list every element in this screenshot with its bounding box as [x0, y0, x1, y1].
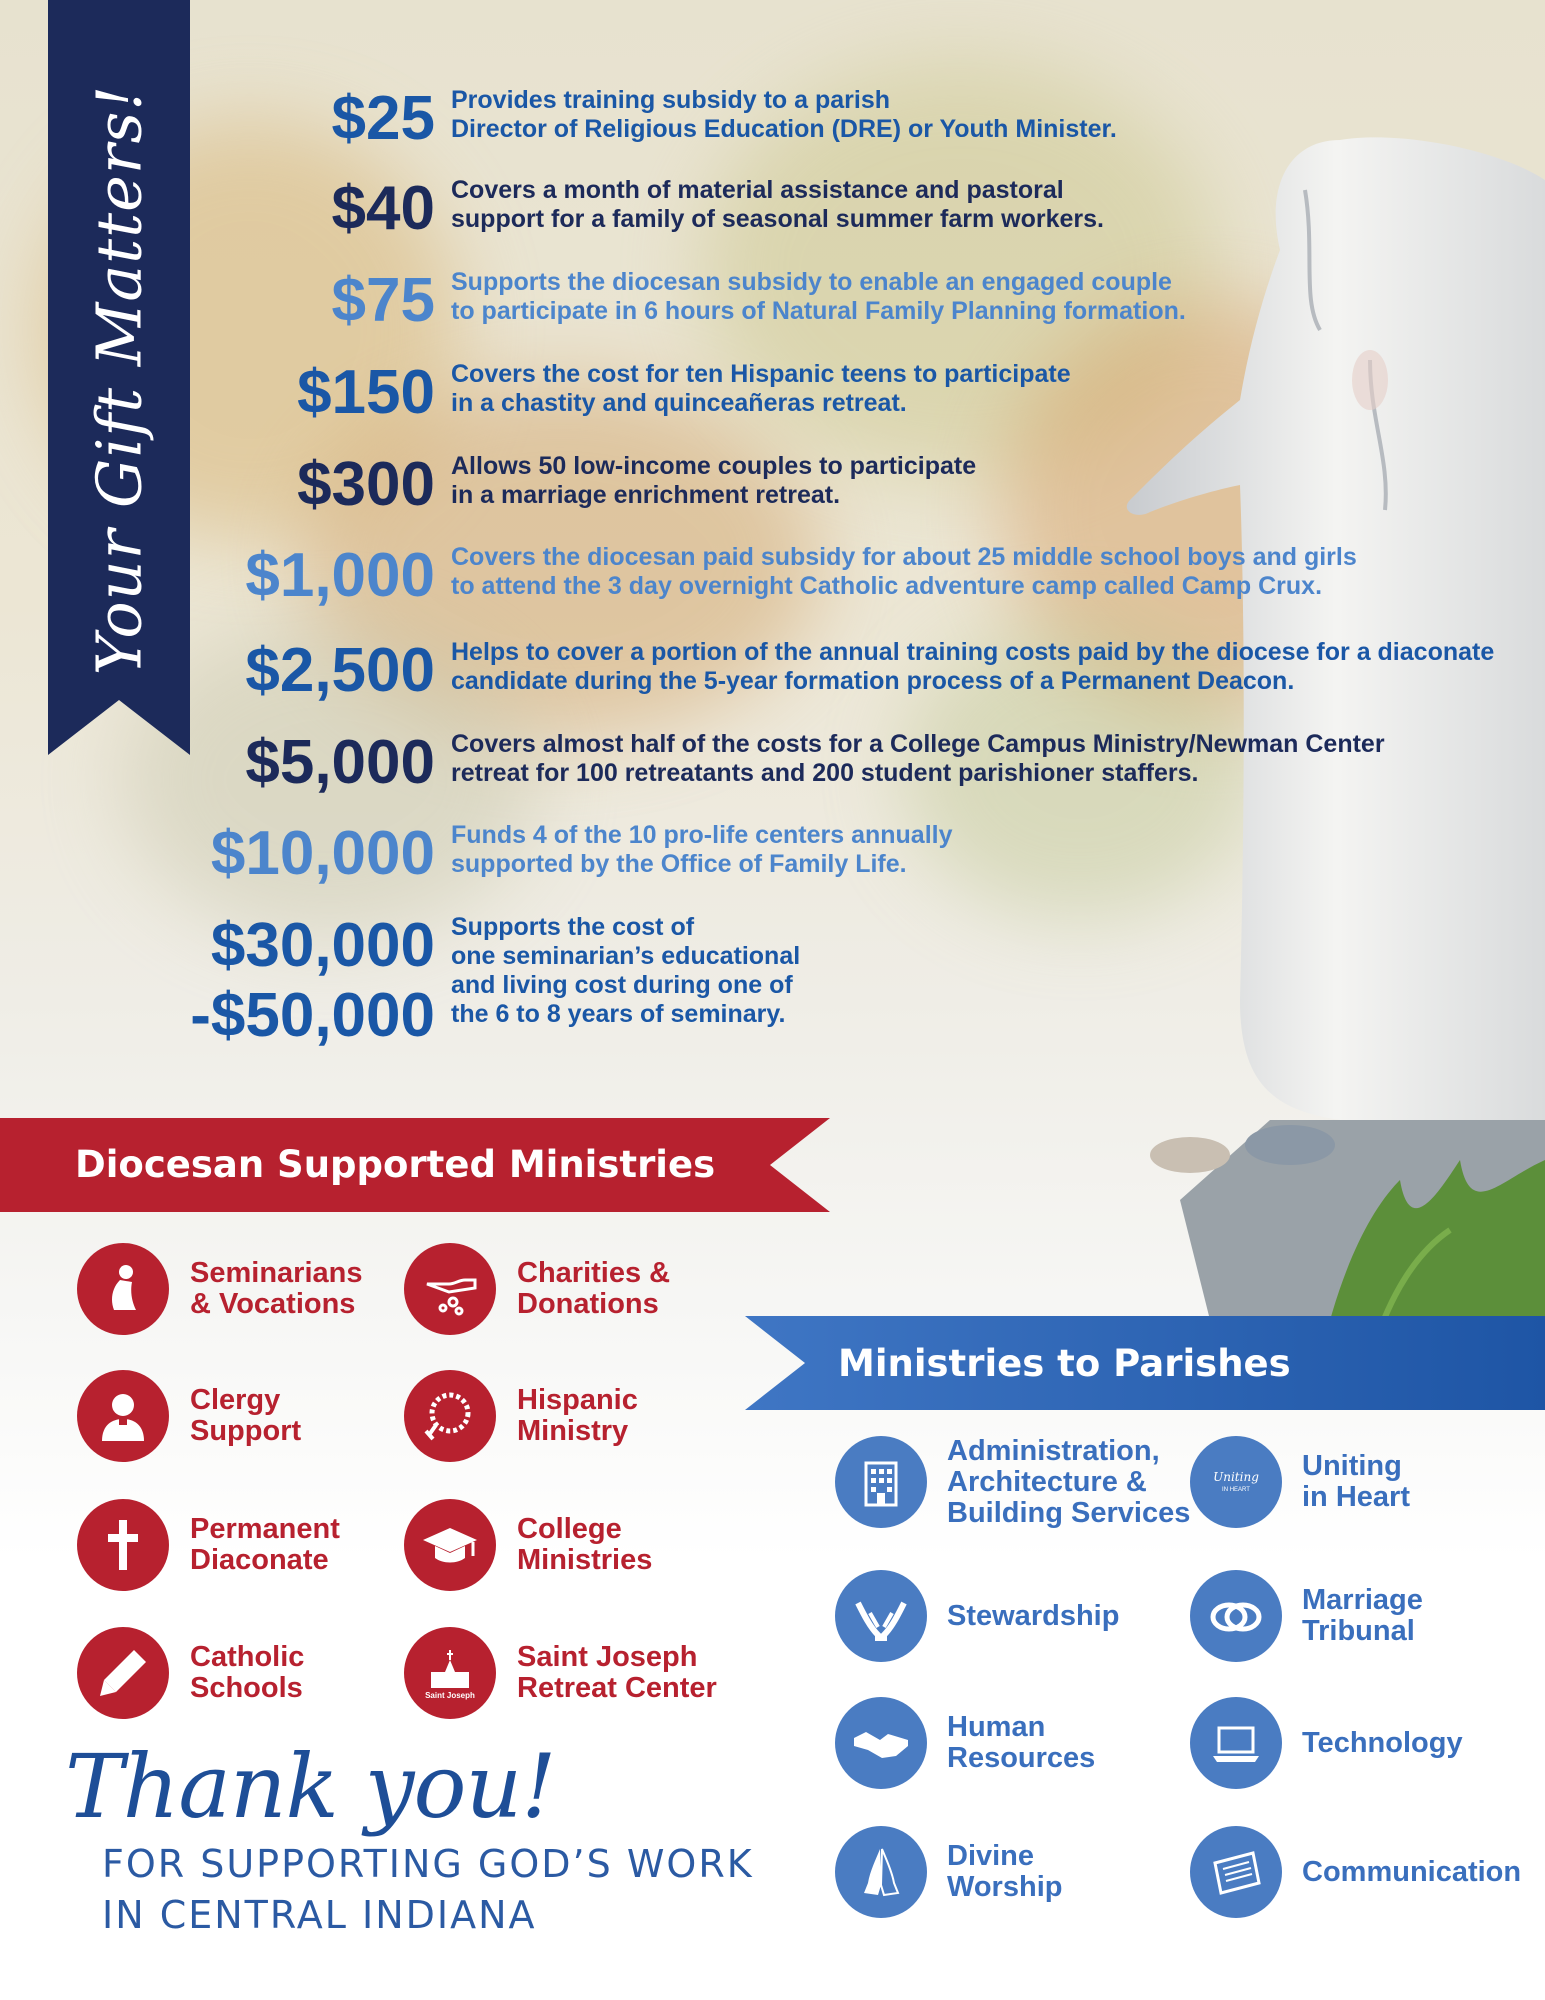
gift-description: Supports the cost of [451, 913, 695, 941]
praying-hands-icon [835, 1826, 927, 1918]
gift-description: candidate during the 5-year formation process of a Permanent Deacon. [451, 667, 1295, 695]
gift-amount: $1,000 [245, 541, 435, 610]
gift-description: Covers almost half of the costs for a College Campus Ministry/Newman Center [451, 730, 1385, 758]
gift-amount: $10,000 [210, 819, 435, 888]
svg-text:IN HEART: IN HEART [1222, 1487, 1250, 1493]
gift-description: one seminarian’s educational [451, 942, 801, 970]
ministry-label: Building Services [947, 1496, 1191, 1529]
ministry-label: Uniting [1302, 1450, 1402, 1482]
ministry-label: Ministry [517, 1415, 629, 1447]
cross-icon [77, 1499, 169, 1591]
gift-description: Covers the diocesan paid subsidy for about 25 middle school boys and girls [451, 543, 1357, 571]
praying-figure-icon [77, 1243, 169, 1335]
thank-you-line: IN CENTRAL INDIANA [102, 1893, 537, 1937]
thank-you-title: Thank you! [65, 1735, 556, 1838]
gift-description: Funds 4 of the 10 pro-life centers annually [451, 821, 953, 849]
gift-amount: $40 [331, 174, 435, 243]
ministry-label: Support [190, 1415, 302, 1447]
ministry-label: Tribunal [1302, 1615, 1415, 1647]
thank-you-line: FOR SUPPORTING GOD’S WORK [102, 1842, 754, 1886]
ministry-label: Worship [947, 1871, 1063, 1903]
ministry-label: Hispanic [517, 1384, 638, 1416]
ministry-label: Technology [1302, 1726, 1463, 1759]
rosary-icon [404, 1370, 496, 1462]
ministry-label: Donations [517, 1288, 659, 1320]
giving-hand-icon [404, 1243, 496, 1335]
ministry-label: Divine [947, 1840, 1035, 1872]
gift-description: in a chastity and quinceañeras retreat. [451, 389, 907, 417]
wedding-rings-icon [1190, 1570, 1282, 1662]
ministry-label: Charities & [517, 1257, 671, 1289]
ministry-label: Ministries [517, 1544, 653, 1576]
priest-icon [77, 1370, 169, 1462]
gift-amount: $2,500 [245, 636, 435, 705]
building-icon [835, 1436, 927, 1528]
ministry-label: Clergy [190, 1384, 281, 1416]
gift-amount: $150 [297, 358, 435, 427]
pencil-icon [77, 1627, 169, 1719]
ministry-label: & Vocations [190, 1288, 356, 1320]
parishes-heading: Ministries to Parishes [838, 1342, 1291, 1385]
gift-description: Allows 50 low-income couples to participate [451, 452, 977, 480]
ministry-label: Retreat Center [517, 1672, 717, 1704]
newspaper-icon [1190, 1826, 1282, 1918]
gift-amount: $300 [297, 450, 435, 519]
gift-description: support for a family of seasonal summer farm workers. [451, 205, 1104, 233]
ministry-label: College [517, 1513, 622, 1545]
gift-description: retreat for 100 retreatants and 200 student parishioner staffers. [451, 759, 1199, 787]
ministry-label: Diaconate [190, 1544, 329, 1576]
graduation-cap-icon [404, 1499, 496, 1591]
ministry-label: Saint Joseph [517, 1641, 698, 1673]
banner-title: Your Gift Matters! [82, 84, 156, 676]
open-hands-icon [835, 1570, 927, 1662]
handshake-icon [835, 1697, 927, 1789]
gift-description: Provides training subsidy to a parish [451, 86, 890, 114]
gift-amount: $5,000 [245, 728, 435, 797]
laptop-icon [1190, 1697, 1282, 1789]
gift-amount: -$50,000 [190, 981, 435, 1050]
ministry-label: in Heart [1302, 1481, 1410, 1513]
uniting-in-heart-logo-icon [1190, 1436, 1282, 1528]
gift-description: Covers a month of material assistance and pastoral [451, 176, 1064, 204]
gift-description: Helps to cover a portion of the annual training costs paid by the diocese for a diaconate [451, 638, 1495, 666]
ministry-label: Communication [1302, 1855, 1522, 1888]
gift-amount: $25 [331, 84, 435, 153]
gift-description: in a marriage enrichment retreat. [451, 481, 841, 509]
gift-amount: $75 [331, 266, 435, 335]
ministry-label: Marriage [1302, 1584, 1423, 1616]
svg-text:Uniting: Uniting [1213, 1470, 1259, 1484]
gift-description: to attend the 3 day overnight Catholic adventure camp called Camp Crux. [451, 572, 1323, 600]
gift-amount: $30,000 [210, 911, 435, 980]
ministry-label: Human [947, 1711, 1046, 1743]
ministry-label: Architecture & [947, 1465, 1147, 1498]
ministry-label: Stewardship [947, 1599, 1120, 1632]
saint-joseph-logo-icon [404, 1627, 496, 1719]
ministry-label: Administration, [947, 1434, 1160, 1467]
ministry-label: Catholic [190, 1641, 305, 1673]
ministry-label: Resources [947, 1742, 1096, 1774]
gift-description: Supports the diocesan subsidy to enable an engaged couple [451, 268, 1172, 296]
svg-text:Saint Joseph: Saint Joseph [425, 1691, 475, 1700]
ministry-label: Seminarians [190, 1257, 363, 1289]
gift-description: supported by the Office of Family Life. [451, 850, 907, 878]
diocesan-heading: Diocesan Supported Ministries [75, 1143, 716, 1186]
gift-description: Covers the cost for ten Hispanic teens to participate [451, 360, 1071, 388]
gift-description: and living cost during one of [451, 971, 793, 999]
gift-description: the 6 to 8 years of seminary. [451, 1000, 786, 1028]
gift-description: Director of Religious Education (DRE) or Youth Minister. [451, 115, 1117, 143]
gift-description: to participate in 6 hours of Natural Family Planning formation. [451, 297, 1186, 325]
ministry-label: Schools [190, 1672, 303, 1704]
ministry-label: Permanent [190, 1513, 340, 1545]
